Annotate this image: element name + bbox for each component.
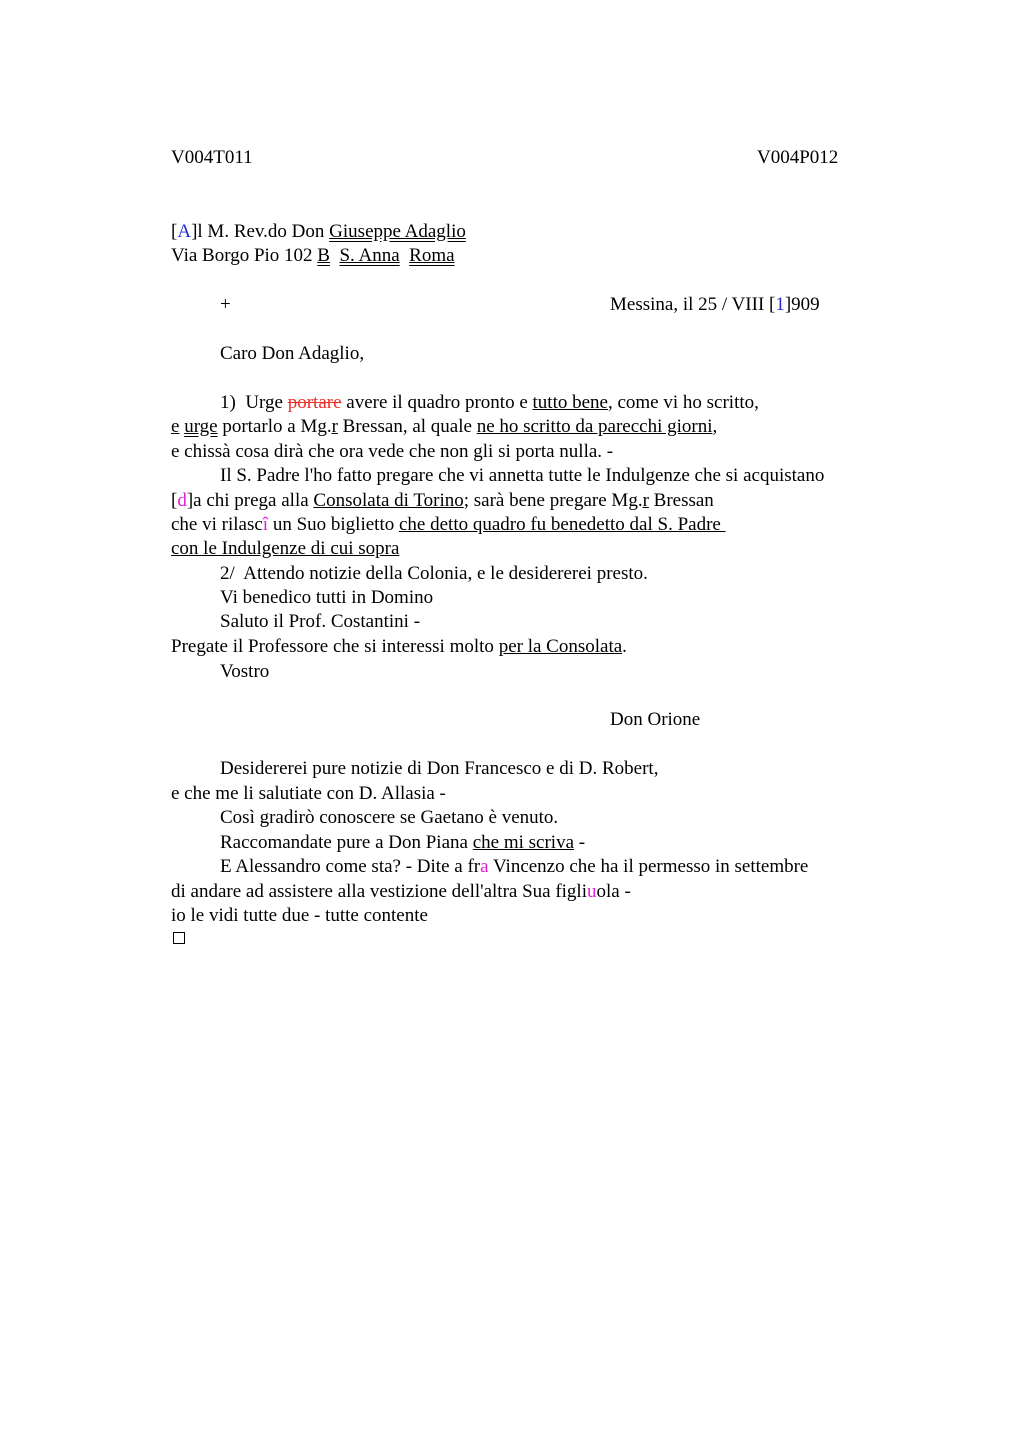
salutation: Caro Don Adaglio, bbox=[220, 343, 365, 364]
end-box-icon bbox=[173, 932, 185, 944]
underlined-text: e bbox=[171, 416, 180, 437]
text: avere il quadro pronto e bbox=[341, 392, 533, 413]
body-line: Il S. Padre l'ho fatto pregare che vi annetta tutte le Indulgenze che si acquistano bbox=[220, 465, 825, 486]
text: ola - bbox=[596, 881, 631, 902]
city-name: Roma bbox=[409, 245, 455, 266]
postscript-line bbox=[220, 831, 585, 855]
body-line bbox=[171, 513, 726, 537]
underlined-text: r bbox=[331, 416, 338, 437]
underlined-text: Consolata di Torino bbox=[313, 490, 464, 511]
postscript-line: Così gradirò conoscere se Gaetano è venuto. bbox=[220, 807, 559, 828]
body-line: Saluto il Prof. Costantini - bbox=[220, 611, 421, 632]
text: Raccomandate pure a Don Piana bbox=[220, 832, 473, 853]
text: Bressan, al quale bbox=[337, 416, 477, 437]
address-line-2 bbox=[171, 244, 455, 268]
text: ]a chi prega alla bbox=[186, 490, 314, 511]
text: portarlo a Mg. bbox=[217, 416, 332, 437]
body-line bbox=[171, 489, 714, 513]
signature: Don Orione bbox=[610, 709, 701, 730]
address-b: B bbox=[317, 245, 330, 266]
postscript-line bbox=[171, 880, 631, 904]
body-line: Vi benedico tutti in Domino bbox=[220, 587, 434, 608]
text: 1) Urge bbox=[220, 392, 288, 413]
underlined-text: che mi scriva bbox=[472, 832, 575, 853]
text: ; sarà bene pregare Mg. bbox=[463, 490, 643, 511]
text: . bbox=[622, 636, 627, 657]
text: Pregate il Professore che si interessi molto bbox=[171, 636, 499, 657]
text: , come vi ho scritto, bbox=[607, 392, 759, 413]
restored-initial: A bbox=[177, 221, 192, 242]
body-line: 2/ Attendo notizie della Colonia, e le desidererei presto. bbox=[220, 563, 648, 584]
parish-name: S. Anna bbox=[339, 245, 400, 266]
document-code-left: V004T011 bbox=[171, 147, 253, 168]
underlined-text: ne ho scritto da parecchi giorni bbox=[476, 416, 713, 437]
text: - bbox=[574, 832, 586, 853]
postscript-line: io le vidi tutte due - tutte contente bbox=[171, 905, 428, 926]
bracket: ] bbox=[191, 221, 198, 242]
closing: Vostro bbox=[220, 661, 270, 682]
address-text: l M. Rev.do Don bbox=[197, 221, 330, 242]
body-line bbox=[171, 635, 627, 659]
date-suffix: ]909 bbox=[784, 294, 820, 315]
double-underlined-text: urge bbox=[184, 416, 218, 437]
restored-digit: 1 bbox=[775, 294, 785, 315]
bracket: [ bbox=[171, 490, 178, 511]
restored-letter: a bbox=[480, 856, 489, 877]
text: che vi rilasc bbox=[171, 514, 263, 535]
cross-symbol: + bbox=[220, 294, 231, 315]
underlined-text: r bbox=[642, 490, 649, 511]
body-line bbox=[171, 537, 399, 561]
street: Via Borgo Pio 102 bbox=[171, 245, 318, 266]
underlined-text: che detto quadro fu benedetto dal S. Padre bbox=[398, 514, 726, 535]
underlined-text: con le Indulgenze di cui sopra bbox=[171, 538, 400, 559]
spacer bbox=[400, 245, 410, 266]
underlined-text: tutto bene bbox=[532, 392, 608, 413]
postscript-line: e che me li salutiate con D. Allasia - bbox=[171, 783, 446, 804]
text: E Alessandro come sta? - Dite a fr bbox=[220, 856, 481, 877]
struck-word: portare bbox=[287, 392, 342, 413]
restored-letter: d bbox=[177, 490, 187, 511]
body-line bbox=[220, 391, 759, 415]
text: un Suo biglietto bbox=[268, 514, 399, 535]
corrected-letter: î bbox=[262, 514, 269, 535]
restored-letter: u bbox=[587, 881, 597, 902]
bracket: [ bbox=[171, 221, 178, 242]
text: di andare ad assistere alla vestizione dell'altra Sua figli bbox=[171, 881, 587, 902]
address-line-1 bbox=[171, 220, 466, 244]
text: , bbox=[712, 416, 718, 437]
recipient-name: Giuseppe Adaglio bbox=[329, 221, 466, 242]
underlined-text: per la Consolata bbox=[498, 636, 623, 657]
date-line bbox=[610, 293, 820, 317]
text: Bressan bbox=[648, 490, 714, 511]
postscript-line: Desidererei pure notizie di Don Francesco e di D. Robert, bbox=[220, 758, 659, 779]
body-line: e chissà cosa dirà che ora vede che non gli si porta nulla. - bbox=[171, 441, 614, 462]
postscript-line bbox=[220, 855, 808, 879]
document-code-right: V004P012 bbox=[757, 147, 839, 168]
text: Vincenzo che ha il permesso in settembre bbox=[488, 856, 809, 877]
body-line bbox=[171, 415, 717, 439]
date-prefix: Messina, il 25 / VIII [ bbox=[610, 294, 776, 315]
